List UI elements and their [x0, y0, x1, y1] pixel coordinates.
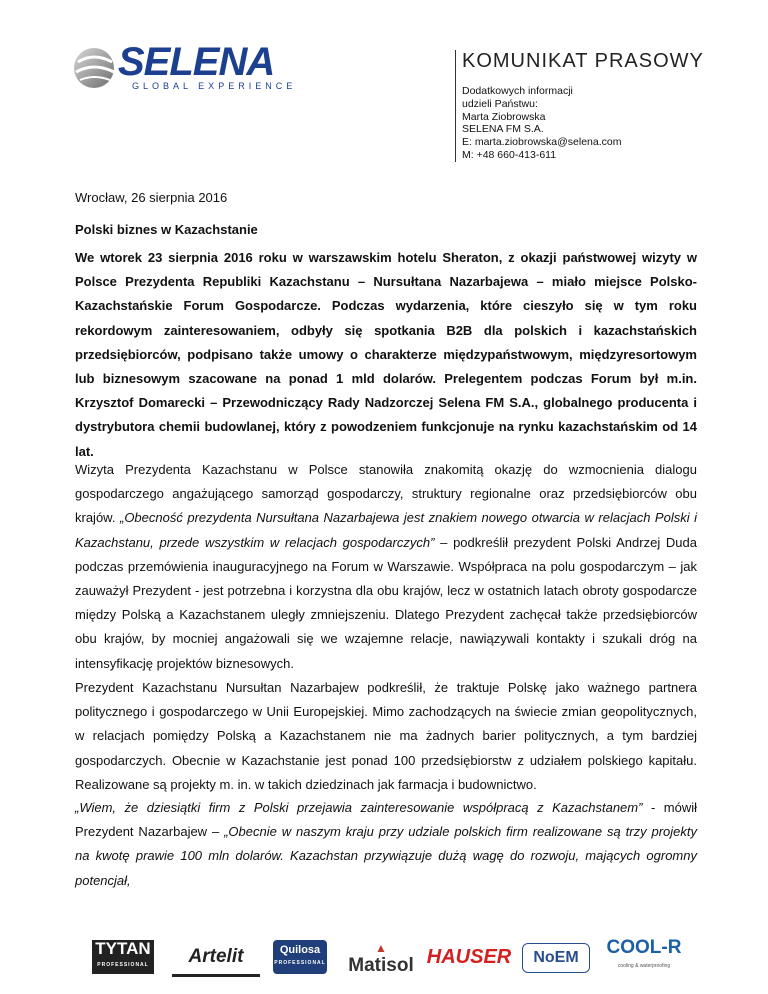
lead-paragraph: We wtorek 23 sierpnia 2016 roku w warszawskim hotelu Sheraton, z okazji państwowej wizyty w Polsce Prezydenta Republiki Kazachstanu – Nursułtana Nazarbajewa – miało miejsce Polsko-Kazachstańskie Forum Gospodarcze. Podczas wydarzenia, które cieszyło się w tym roku rekordowym zainteresowaniem, odbyły się spotkania B2B dla polskich i kazachstańskich przedsiębiorców, podpisano także umowy o charakterze międzypaństwowym, międzyresortowym lub biznesowym szacowane na ponad 1 mld dolarów. Prelegentem podczas Forum był m.in. Krzysztof Domarecki – Przewodniczący Rady Nadzorczej Selena FM S.A., globalnego producenta i dystrybutora chemii budowlanej, który z powodzeniem funkcjonuje na rynku kazachstańskim od 14 lat. [75, 250, 697, 459]
nazarbajew-quote-2: „Obecnie w naszym kraju przy udziale polskich firm realizowane są trzy projekty na kwotę prawie 100 mln dolarów. Kazachstan przywiązuje dużą wagę do rozwoju, mających ogromny potencjał, [75, 824, 697, 888]
artelit-logo: Artelit [172, 940, 260, 977]
matisol-logo [342, 940, 420, 974]
selena-globe-icon [70, 42, 120, 92]
matisol-roof-icon: ▲ [375, 941, 387, 955]
tytan-logo [92, 940, 154, 974]
document-date: Wrocław, 26 sierpnia 2016 [75, 190, 228, 205]
quilosa-sub: PROFESSIONAL [274, 960, 326, 966]
contact-line: SELENA FM S.A. [462, 123, 544, 136]
paragraph-1-text-cont: – podkreślił prezydent Polski Andrzej Duda podczas przemówienia inauguracyjnego na Forum w Warszawie. Współpraca na polu gospodarczym – jak zauważył Prezydent - jest potrzebna i korzystna dla obu krajów, lecz w ostatnich latach obroty gospodarcze między Polską a Kazachstanem uległy zmniejszeniu. Dlatego Prezydent zachęcał także przedsiębiorców obu krajów, by mocniej angażowali się we wzajemne relacje, nawiązywali kontakty i szukali dróg na intensyfikację projektów biznesowych. [75, 534, 697, 671]
contact-line: Dodatkowych informacji [462, 85, 573, 97]
paragraph-1 [75, 458, 697, 676]
duda-quote: „Obecność prezydenta Nursułtana Nazarbajewa jest znakiem nowego otwarcia w relacjach Polski i Kazachstanu, przede wszystkim w relacjach gospodarczych” [75, 510, 697, 550]
quilosa-wordmark: Quilosa [279, 944, 321, 956]
hauser-logo: HAUSER [426, 945, 512, 968]
paragraph-3-text: - mówił Prezydent Nazarbajew – [75, 800, 697, 840]
contact-email[interactable]: E: marta.ziobrowska@selena.com [462, 136, 622, 149]
headline: Polski biznes w Kazachstanie [75, 222, 258, 237]
brand-logos-footer [0, 937, 768, 984]
contact-phone: M: +48 660-413-611 [462, 148, 557, 161]
document-type-title: KOMUNIKAT PRASOWY [462, 50, 704, 72]
tytan-wordmark: TYTAN [95, 939, 151, 958]
coolr-wordmark: COOL-R [606, 937, 682, 958]
tytan-sub: PROFESSIONAL [97, 962, 149, 968]
contact-line: Marta Ziobrowska [462, 110, 546, 123]
quilosa-logo [273, 940, 327, 974]
coolr-sub: cooling & waterproofing [617, 963, 671, 969]
matisol-wordmark: Matisol [348, 955, 414, 976]
noem-logo: NoEM [522, 943, 590, 973]
paragraph-3 [75, 796, 697, 893]
paragraph-2: Prezydent Kazachstanu Nursułtan Nazarbajew podkreślił, że traktuje Polskę jako ważnego partnera politycznego i gospodarczego w Unii Europejskiej. Mimo zachodzących na świecie zmian geopolitycznych, w relacjach pomiędzy Polską a Kazachstanem nie ma żadnych barier politycznych, a tym bardziej gospodarczych. Obecnie w Kazachstanie jest ponad 100 przedsiębiorstw z udziałem polskiego kapitału. Realizowane są projekty m. in. w takich dziedzinach jak farmacja i budownictwo. [75, 680, 697, 792]
contact-line: udzieli Państwu: [462, 97, 538, 110]
coolr-logo [598, 937, 690, 974]
nazarbajew-quote-1: „Wiem, że dziesiątki firm z Polski przejawia zainteresowanie współpracą z Kazachstanem” [75, 800, 643, 815]
header-divider [455, 50, 456, 162]
selena-wordmark: SELENA [118, 40, 275, 84]
selena-tagline: GLOBAL EXPERIENCE [132, 81, 297, 91]
contact-block [462, 85, 621, 162]
paragraph-1-text: Wizyta Prezydenta Kazachstanu w Polsce stanowiła znakomitą okazję do wzmocnienia dialogu gospodarczego angażującego samorząd gospodarczy, struktury regionalne oraz przedsiębiorców obu krajów. [75, 462, 697, 526]
